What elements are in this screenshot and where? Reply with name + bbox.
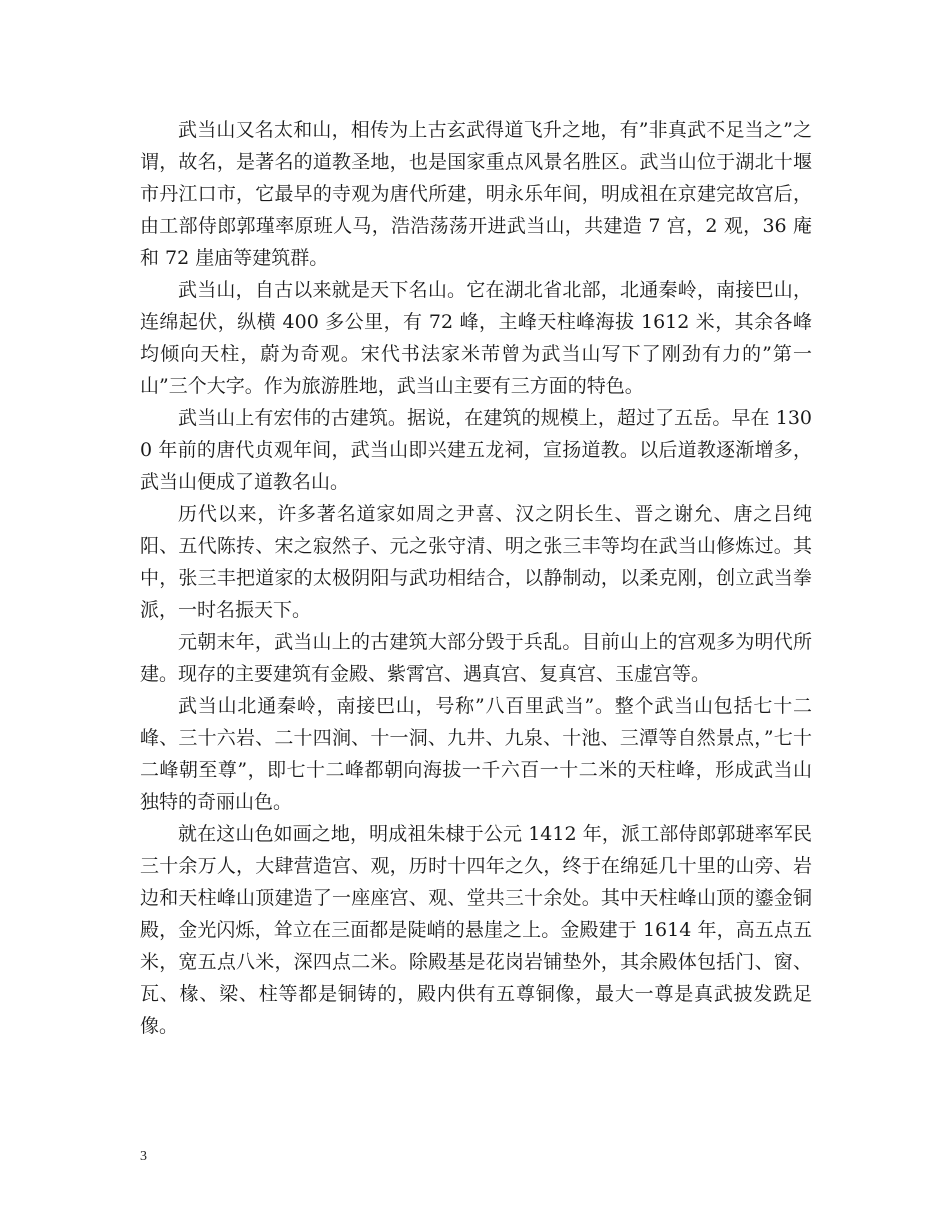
paragraph-2: 武当山，自古以来就是天下名山。它在湖北省北部，北通秦岭，南接巴山，连绵起伏，纵横 400 多公里，有 72 峰，主峰天柱峰海拔 1612 米，其余各峰均倾向天柱，蔚为奇观。宋代书法家米芾曾为武当山写下了刚劲有力的”第一山”三个大字。作为旅游胜地，武当山主要有三方面的特色。	[140, 279, 812, 397]
paragraph-5: 元朝末年，武当山上的古建筑大部分毁于兵乱。目前山上的宫观多为明代所建。现存的主要建筑有金殿、紫霄宫、遇真宫、复真宫、玉虚宫等。	[140, 631, 812, 685]
paragraph-1: 武当山又名太和山，相传为上古玄武得道飞升之地，有”非真武不足当之”之谓，故名，是著名的道教圣地，也是国家重点风景名胜区。武当山位于湖北十堰市丹江口市，它最早的寺观为唐代所建，明永乐年间，明成祖在京建完故宫后，由工部侍郎郭瑾率原班人马，浩浩荡荡开进武当山，共建造 7 宫，2 观，36 庵和 72 崖庙等建筑群。	[140, 119, 812, 269]
paragraph-6: 武当山北通秦岭，南接巴山，号称”八百里武当”。整个武当山包括七十二峰、三十六岩、二十四涧、十一洞、九井、九泉、十池、三潭等自然景点，”七十二峰朝至尊”，即七十二峰都朝向海拔一千六百一十二米的天柱峰，形成武当山独特的奇丽山色。	[140, 695, 812, 813]
paragraph-4: 历代以来，许多著名道家如周之尹喜、汉之阴长生、晋之谢允、唐之吕纯阳、五代陈抟、宋之寂然子、元之张守清、明之张三丰等均在武当山修炼过。其中，张三丰把道家的太极阴阳与武功相结合，以静制动，以柔克刚，创立武当拳派，一时名振天下。	[140, 503, 812, 621]
document-body	[140, 114, 812, 1042]
paragraph-7: 就在这山色如画之地，明成祖朱棣于公元 1412 年，派工部侍郎郭琎率军民三十余万人，大肆营造宫、观，历时十四年之久，终于在绵延几十里的山旁、岩边和天柱峰山顶建造了一座座宫、观、堂共三十余处。其中天柱峰山顶的鎏金铜殿，金光闪烁，耸立在三面都是陡峭的悬崖之上。金殿建于 1614 年，高五点五米，宽五点八米，深四点二米。除殿基是花岗岩铺垫外，其余殿体包括门、窗、瓦、椽、梁、柱等都是铜铸的，殿内供有五尊铜像，最大一尊是真武披发跣足像。	[140, 823, 812, 1037]
page-number: 3	[140, 1149, 147, 1164]
paragraph-3: 武当山上有宏伟的古建筑。据说，在建筑的规模上，超过了五岳。早在 1300 年前的唐代贞观年间，武当山即兴建五龙祠，宣扬道教。以后道教逐渐增多，武当山便成了道教名山。	[140, 407, 812, 493]
